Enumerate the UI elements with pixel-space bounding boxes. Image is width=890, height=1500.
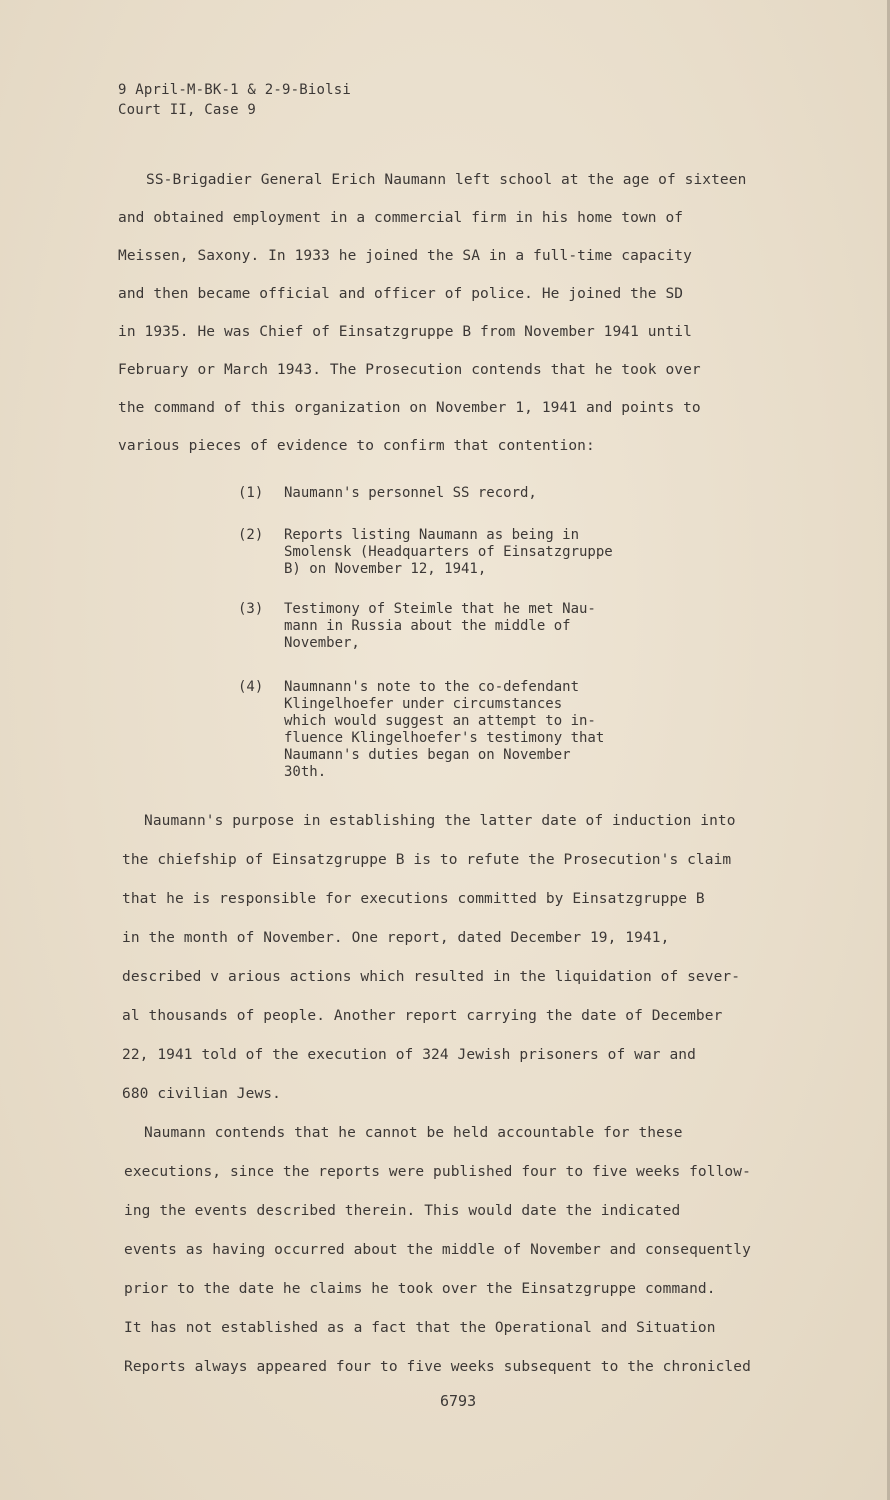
text-line: the chiefship of Einsatzgruppe B is to refute the Prosecution's claim	[122, 852, 732, 868]
text-line: and obtained employment in a commercial firm in his home town of	[118, 210, 684, 226]
list-item-line: Naumann's duties began on November	[284, 747, 571, 763]
list-item-line: Klingelhoefer under circumstances	[284, 696, 563, 712]
text-line: Naumann contends that he cannot be held accountable for these	[144, 1125, 683, 1141]
list-item-line: Naumnann's note to the co-defendant	[284, 679, 580, 695]
list-item-line: Naumann's personnel SS record,	[284, 485, 537, 501]
list-item-number: (1)	[238, 485, 264, 501]
text-line: described v arious actions which resulted in the liquidation of sever-	[122, 969, 741, 985]
text-line: 22, 1941 told of the execution of 324 Jewish prisoners of war and	[122, 1047, 696, 1063]
text-line: that he is responsible for executions committed by Einsatzgruppe B	[122, 891, 705, 907]
header-reference: 9 April-M-BK-1 & 2-9-Biolsi	[118, 82, 351, 98]
list-item-line: 30th.	[284, 764, 327, 780]
page-number: 6793	[440, 1392, 477, 1410]
list-item-line: mann in Russia about the middle of	[284, 618, 571, 634]
text-line: Naumann's purpose in establishing the latter date of induction into	[144, 813, 736, 829]
text-line: Meissen, Saxony. In 1933 he joined the SA in a full-time capacity	[118, 248, 692, 264]
text-line: in the month of November. One report, dated December 19, 1941,	[122, 930, 670, 946]
text-line: the command of this organization on November 1, 1941 and points to	[118, 400, 701, 416]
text-line: It has not established as a fact that the Operational and Situation	[124, 1320, 716, 1336]
text-line: prior to the date he claims he took over the Einsatzgruppe command.	[124, 1281, 716, 1297]
text-line: and then became official and officer of police. He joined the SD	[118, 286, 684, 302]
list-item-line: Smolensk (Headquarters of Einsatzgruppe	[284, 544, 613, 560]
text-line: al thousands of people. Another report carrying the date of December	[122, 1008, 723, 1024]
text-line: February or March 1943. The Prosecution contends that he took over	[118, 362, 701, 378]
text-line: executions, since the reports were published four to five weeks follow-	[124, 1164, 751, 1180]
list-item-line: Testimony of Steimle that he met Nau-	[284, 601, 596, 617]
text-line: in 1935. He was Chief of Einsatzgruppe B from November 1941 until	[118, 324, 692, 340]
text-line: various pieces of evidence to confirm that contention:	[118, 438, 595, 454]
text-line: Reports always appeared four to five weeks subsequent to the chronicled	[124, 1359, 751, 1375]
list-item-number: (3)	[238, 601, 264, 617]
list-item-line: Reports listing Naumann as being in	[284, 527, 580, 543]
text-line: events as having occurred about the middle of November and consequently	[124, 1242, 751, 1258]
list-item-line: B) on November 12, 1941,	[284, 561, 487, 577]
text-line: 680 civilian Jews.	[122, 1086, 281, 1102]
list-item-line: which would suggest an attempt to in-	[284, 713, 596, 729]
list-item-number: (4)	[238, 679, 264, 695]
header-court: Court II, Case 9	[118, 102, 257, 118]
list-item-line: November,	[284, 635, 360, 651]
text-line: ing the events described therein. This would date the indicated	[124, 1203, 681, 1219]
list-item-number: (2)	[238, 527, 264, 543]
document-header	[118, 80, 351, 120]
list-item-line: fluence Klingelhoefer's testimony that	[284, 730, 605, 746]
text-line: SS-Brigadier General Erich Naumann left school at the age of sixteen	[146, 172, 747, 188]
